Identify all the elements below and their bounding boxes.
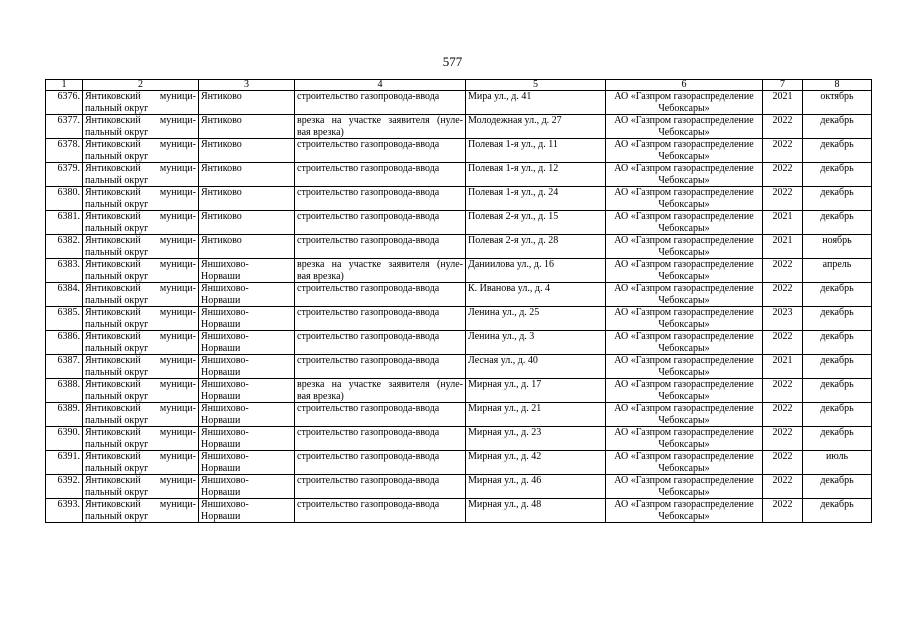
- column-number: 8: [803, 80, 872, 91]
- month-cell: декабрь: [803, 499, 872, 523]
- work-type-line: строительство газопровода-ввода: [297, 235, 440, 246]
- organization-line: АО «Газпром газораспределение: [614, 451, 754, 462]
- address-cell: Мирная ул., д. 17: [466, 379, 606, 403]
- work-type-line: строительство газопровода-ввода: [297, 451, 440, 462]
- year-cell: 2022: [763, 187, 803, 211]
- column-number: 7: [763, 80, 803, 91]
- year-cell: 2021: [763, 235, 803, 259]
- table-row: [46, 187, 872, 211]
- organization-line: Чебоксары»: [658, 198, 710, 210]
- organization-cell: [606, 91, 763, 115]
- row-number-cell: 6381.: [46, 211, 83, 235]
- district-cell: [83, 235, 199, 259]
- month-cell: декабрь: [803, 475, 872, 499]
- table-body: [46, 91, 872, 523]
- work-type-line: строительство газопровода-ввода: [297, 91, 440, 102]
- district-line: Янтиковский муници-: [85, 115, 196, 126]
- month-cell: апрель: [803, 259, 872, 283]
- settlement-line: Яншихово-: [201, 355, 249, 366]
- row-number-cell: 6385.: [46, 307, 83, 331]
- settlement-line: Яншихово-: [201, 403, 249, 414]
- work-type-cell: [295, 379, 466, 403]
- organization-line: АО «Газпром газораспределение: [614, 379, 754, 390]
- settlement-line: Янтиково: [201, 91, 242, 102]
- district-line: Янтиковский муници-: [85, 283, 196, 294]
- work-type-cell: [295, 355, 466, 379]
- page-number: 577: [442, 54, 463, 69]
- table-row: [46, 451, 872, 475]
- district-cell: [83, 259, 199, 283]
- work-type-line: строительство газопровода-ввода: [297, 427, 440, 438]
- organization-line: АО «Газпром газораспределение: [614, 355, 754, 366]
- organization-line: АО «Газпром газораспределение: [614, 427, 754, 438]
- work-type-line: строительство газопровода-ввода: [297, 331, 440, 342]
- work-type-cell: [295, 163, 466, 187]
- district-line: пальный округ: [85, 414, 149, 426]
- work-type-line: врезка на участке заявителя (нуле-: [297, 259, 463, 270]
- district-line: пальный округ: [85, 318, 149, 330]
- year-cell: 2022: [763, 283, 803, 307]
- settlement-cell: [199, 91, 295, 115]
- work-type-cell: [295, 499, 466, 523]
- district-cell: [83, 91, 199, 115]
- settlement-line: Норваши: [201, 486, 241, 498]
- district-line: Янтиковский муници-: [85, 499, 196, 510]
- organization-line: Чебоксары»: [658, 222, 710, 234]
- row-number-cell: 6390.: [46, 427, 83, 451]
- organization-cell: [606, 187, 763, 211]
- table-row: [46, 163, 872, 187]
- district-cell: [83, 379, 199, 403]
- district-line: пальный округ: [85, 342, 149, 354]
- address-cell: Даниилова ул., д. 16: [466, 259, 606, 283]
- organization-line: АО «Газпром газораспределение: [614, 91, 754, 102]
- work-type-line: врезка на участке заявителя (нуле-: [297, 115, 463, 126]
- organization-cell: [606, 451, 763, 475]
- work-type-line: строительство газопровода-ввода: [297, 139, 440, 150]
- row-number-cell: 6383.: [46, 259, 83, 283]
- row-number-cell: 6386.: [46, 331, 83, 355]
- district-line: пальный округ: [85, 510, 149, 522]
- district-line: Янтиковский муници-: [85, 259, 196, 270]
- district-line: пальный округ: [85, 174, 149, 186]
- address-cell: К. Иванова ул., д. 4: [466, 283, 606, 307]
- settlement-cell: [199, 379, 295, 403]
- month-cell: декабрь: [803, 283, 872, 307]
- row-number-cell: 6393.: [46, 499, 83, 523]
- work-type-cell: [295, 283, 466, 307]
- district-cell: [83, 403, 199, 427]
- district-line: пальный округ: [85, 366, 149, 378]
- organization-line: Чебоксары»: [658, 126, 710, 138]
- year-cell: 2022: [763, 259, 803, 283]
- district-line: Янтиковский муници-: [85, 139, 196, 150]
- organization-line: АО «Газпром газораспределение: [614, 259, 754, 270]
- settlement-cell: [199, 187, 295, 211]
- organization-line: АО «Газпром газораспределение: [614, 187, 754, 198]
- district-cell: [83, 211, 199, 235]
- row-number-cell: 6389.: [46, 403, 83, 427]
- work-type-line: строительство газопровода-ввода: [297, 187, 440, 198]
- settlement-cell: [199, 475, 295, 499]
- settlement-cell: [199, 259, 295, 283]
- district-line: пальный округ: [85, 270, 149, 282]
- organization-line: АО «Газпром газораспределение: [614, 115, 754, 126]
- settlement-line: Янтиково: [201, 187, 242, 198]
- row-number-cell: 6379.: [46, 163, 83, 187]
- year-cell: 2021: [763, 211, 803, 235]
- year-cell: 2021: [763, 355, 803, 379]
- month-cell: декабрь: [803, 355, 872, 379]
- district-line: Янтиковский муници-: [85, 475, 196, 486]
- month-cell: октябрь: [803, 91, 872, 115]
- district-cell: [83, 475, 199, 499]
- work-type-cell: [295, 211, 466, 235]
- organization-line: Чебоксары»: [658, 414, 710, 426]
- district-cell: [83, 451, 199, 475]
- work-type-cell: [295, 187, 466, 211]
- district-cell: [83, 355, 199, 379]
- address-cell: Мирная ул., д. 48: [466, 499, 606, 523]
- work-type-cell: [295, 451, 466, 475]
- settlement-line: Янтиково: [201, 139, 242, 150]
- year-cell: 2022: [763, 451, 803, 475]
- organization-cell: [606, 427, 763, 451]
- work-type-cell: [295, 139, 466, 163]
- work-type-cell: [295, 307, 466, 331]
- row-number-cell: 6387.: [46, 355, 83, 379]
- organization-cell: [606, 259, 763, 283]
- district-cell: [83, 163, 199, 187]
- year-cell: 2022: [763, 499, 803, 523]
- table-row: [46, 331, 872, 355]
- address-cell: Полевая 2-я ул., д. 15: [466, 211, 606, 235]
- settlement-line: Яншихово-: [201, 427, 249, 438]
- year-cell: 2022: [763, 331, 803, 355]
- settlement-line: Норваши: [201, 294, 241, 306]
- address-cell: Полевая 1-я ул., д. 11: [466, 139, 606, 163]
- organization-line: АО «Газпром газораспределение: [614, 163, 754, 174]
- settlement-line: Норваши: [201, 366, 241, 378]
- address-cell: Мирная ул., д. 42: [466, 451, 606, 475]
- district-cell: [83, 427, 199, 451]
- organization-cell: [606, 331, 763, 355]
- work-type-cell: [295, 259, 466, 283]
- organization-cell: [606, 211, 763, 235]
- table-row: [46, 235, 872, 259]
- work-type-line: строительство газопровода-ввода: [297, 403, 440, 414]
- year-cell: 2022: [763, 115, 803, 139]
- settlement-line: Норваши: [201, 462, 241, 474]
- settlement-line: Яншихово-: [201, 451, 249, 462]
- row-number-cell: 6388.: [46, 379, 83, 403]
- district-cell: [83, 499, 199, 523]
- district-line: Янтиковский муници-: [85, 211, 196, 222]
- month-cell: декабрь: [803, 187, 872, 211]
- settlement-cell: [199, 307, 295, 331]
- address-cell: Молодежная ул., д. 27: [466, 115, 606, 139]
- organization-line: АО «Газпром газораспределение: [614, 211, 754, 222]
- table-row: [46, 115, 872, 139]
- district-line: Янтиковский муници-: [85, 331, 196, 342]
- row-number-cell: 6378.: [46, 139, 83, 163]
- district-line: Янтиковский муници-: [85, 307, 196, 318]
- district-line: Янтиковский муници-: [85, 235, 196, 246]
- address-cell: Полевая 2-я ул., д. 28: [466, 235, 606, 259]
- settlement-line: Янтиково: [201, 115, 242, 126]
- table-row: [46, 403, 872, 427]
- organization-line: Чебоксары»: [658, 510, 710, 522]
- district-line: Янтиковский муници-: [85, 187, 196, 198]
- address-cell: Мирная ул., д. 46: [466, 475, 606, 499]
- settlement-cell: [199, 355, 295, 379]
- settlement-cell: [199, 211, 295, 235]
- district-line: пальный округ: [85, 222, 149, 234]
- settlement-line: Яншихово-: [201, 379, 249, 390]
- organization-line: Чебоксары»: [658, 366, 710, 378]
- settlement-cell: [199, 403, 295, 427]
- organization-cell: [606, 235, 763, 259]
- organization-line: Чебоксары»: [658, 294, 710, 306]
- district-line: Янтиковский муници-: [85, 91, 196, 102]
- organization-line: АО «Газпром газораспределение: [614, 331, 754, 342]
- table-row: [46, 475, 872, 499]
- table-row: [46, 211, 872, 235]
- settlement-cell: [199, 451, 295, 475]
- year-cell: 2022: [763, 475, 803, 499]
- organization-cell: [606, 283, 763, 307]
- organization-cell: [606, 307, 763, 331]
- settlement-line: Норваши: [201, 510, 241, 522]
- year-cell: 2022: [763, 427, 803, 451]
- work-type-line: врезка на участке заявителя (нуле-: [297, 379, 463, 390]
- work-type-line: вая врезка): [297, 270, 344, 282]
- address-cell: Мирная ул., д. 21: [466, 403, 606, 427]
- work-type-cell: [295, 331, 466, 355]
- district-line: пальный округ: [85, 126, 149, 138]
- month-cell: декабрь: [803, 379, 872, 403]
- organization-line: Чебоксары»: [658, 270, 710, 282]
- column-number: 2: [83, 80, 199, 91]
- year-cell: 2022: [763, 163, 803, 187]
- district-cell: [83, 187, 199, 211]
- organization-line: Чебоксары»: [658, 342, 710, 354]
- row-number-cell: 6384.: [46, 283, 83, 307]
- work-type-line: вая врезка): [297, 126, 344, 138]
- address-cell: Лесная ул., д. 40: [466, 355, 606, 379]
- month-cell: июль: [803, 451, 872, 475]
- month-cell: декабрь: [803, 307, 872, 331]
- address-cell: Мира ул., д. 41: [466, 91, 606, 115]
- month-cell: ноябрь: [803, 235, 872, 259]
- settlement-line: Норваши: [201, 390, 241, 402]
- work-type-line: строительство газопровода-ввода: [297, 475, 440, 486]
- settlement-line: Янтиково: [201, 211, 242, 222]
- work-type-cell: [295, 475, 466, 499]
- address-cell: Ленина ул., д. 3: [466, 331, 606, 355]
- year-cell: 2022: [763, 403, 803, 427]
- organization-line: АО «Газпром газораспределение: [614, 307, 754, 318]
- month-cell: декабрь: [803, 163, 872, 187]
- column-number: 1: [46, 80, 83, 91]
- gas-connection-table: [45, 79, 872, 523]
- column-number: 6: [606, 80, 763, 91]
- organization-line: Чебоксары»: [658, 246, 710, 258]
- organization-cell: [606, 163, 763, 187]
- address-cell: Полевая 1-я ул., д. 12: [466, 163, 606, 187]
- organization-line: Чебоксары»: [658, 150, 710, 162]
- work-type-line: строительство газопровода-ввода: [297, 283, 440, 294]
- year-cell: 2021: [763, 91, 803, 115]
- settlement-cell: [199, 163, 295, 187]
- organization-line: АО «Газпром газораспределение: [614, 499, 754, 510]
- settlement-line: Яншихово-: [201, 331, 249, 342]
- organization-cell: [606, 115, 763, 139]
- organization-line: Чебоксары»: [658, 102, 710, 114]
- year-cell: 2022: [763, 139, 803, 163]
- work-type-line: строительство газопровода-ввода: [297, 307, 440, 318]
- organization-cell: [606, 403, 763, 427]
- organization-line: АО «Газпром газораспределение: [614, 139, 754, 150]
- month-cell: декабрь: [803, 403, 872, 427]
- row-number-cell: 6380.: [46, 187, 83, 211]
- district-cell: [83, 307, 199, 331]
- table-row: [46, 307, 872, 331]
- settlement-line: Яншихово-: [201, 307, 249, 318]
- year-cell: 2023: [763, 307, 803, 331]
- row-number-cell: 6377.: [46, 115, 83, 139]
- settlement-line: Яншихово-: [201, 283, 249, 294]
- work-type-line: вая врезка): [297, 390, 344, 402]
- table-row: [46, 283, 872, 307]
- organization-line: Чебоксары»: [658, 486, 710, 498]
- settlement-line: Норваши: [201, 438, 241, 450]
- district-line: пальный округ: [85, 486, 149, 498]
- district-line: Янтиковский муници-: [85, 403, 196, 414]
- address-cell: Ленина ул., д. 25: [466, 307, 606, 331]
- column-number: 4: [295, 80, 466, 91]
- organization-cell: [606, 475, 763, 499]
- row-number-cell: 6376.: [46, 91, 83, 115]
- month-cell: декабрь: [803, 139, 872, 163]
- settlement-line: Норваши: [201, 318, 241, 330]
- table-row: [46, 355, 872, 379]
- organization-line: Чебоксары»: [658, 462, 710, 474]
- district-line: пальный округ: [85, 198, 149, 210]
- address-cell: Полевая 1-я ул., д. 24: [466, 187, 606, 211]
- month-cell: декабрь: [803, 115, 872, 139]
- district-line: Янтиковский муници-: [85, 379, 196, 390]
- settlement-line: Янтиково: [201, 163, 242, 174]
- row-number-cell: 6382.: [46, 235, 83, 259]
- work-type-line: строительство газопровода-ввода: [297, 499, 440, 510]
- work-type-line: строительство газопровода-ввода: [297, 211, 440, 222]
- work-type-cell: [295, 427, 466, 451]
- organization-cell: [606, 379, 763, 403]
- work-type-cell: [295, 403, 466, 427]
- district-line: Янтиковский муници-: [85, 355, 196, 366]
- column-number: 3: [199, 80, 295, 91]
- district-line: пальный округ: [85, 150, 149, 162]
- district-line: пальный округ: [85, 246, 149, 258]
- organization-line: АО «Газпром газораспределение: [614, 235, 754, 246]
- table-row: [46, 139, 872, 163]
- table-row: [46, 427, 872, 451]
- organization-line: АО «Газпром газораспределение: [614, 475, 754, 486]
- organization-line: Чебоксары»: [658, 318, 710, 330]
- district-line: Янтиковский муници-: [85, 427, 196, 438]
- district-line: пальный округ: [85, 462, 149, 474]
- column-number-row: [46, 80, 872, 91]
- settlement-cell: [199, 283, 295, 307]
- district-cell: [83, 283, 199, 307]
- organization-line: Чебоксары»: [658, 174, 710, 186]
- settlement-line: Яншихово-: [201, 259, 249, 270]
- district-line: пальный округ: [85, 294, 149, 306]
- settlement-line: Яншихово-: [201, 475, 249, 486]
- district-line: Янтиковский муници-: [85, 451, 196, 462]
- district-cell: [83, 139, 199, 163]
- table-row: [46, 91, 872, 115]
- row-number-cell: 6391.: [46, 451, 83, 475]
- organization-cell: [606, 499, 763, 523]
- settlement-cell: [199, 115, 295, 139]
- organization-cell: [606, 355, 763, 379]
- work-type-cell: [295, 91, 466, 115]
- column-number: 5: [466, 80, 606, 91]
- month-cell: декабрь: [803, 331, 872, 355]
- table-row: [46, 259, 872, 283]
- district-line: пальный округ: [85, 438, 149, 450]
- table-row: [46, 379, 872, 403]
- row-number-cell: 6392.: [46, 475, 83, 499]
- settlement-line: Норваши: [201, 270, 241, 282]
- settlement-line: Янтиково: [201, 235, 242, 246]
- settlement-line: Норваши: [201, 342, 241, 354]
- settlement-line: Норваши: [201, 414, 241, 426]
- organization-line: АО «Газпром газораспределение: [614, 403, 754, 414]
- work-type-cell: [295, 115, 466, 139]
- organization-line: Чебоксары»: [658, 438, 710, 450]
- work-type-cell: [295, 235, 466, 259]
- organization-cell: [606, 139, 763, 163]
- work-type-line: строительство газопровода-ввода: [297, 355, 440, 366]
- settlement-cell: [199, 499, 295, 523]
- district-line: Янтиковский муници-: [85, 163, 196, 174]
- month-cell: декабрь: [803, 211, 872, 235]
- organization-line: Чебоксары»: [658, 390, 710, 402]
- settlement-cell: [199, 331, 295, 355]
- district-cell: [83, 115, 199, 139]
- district-cell: [83, 331, 199, 355]
- settlement-cell: [199, 139, 295, 163]
- organization-line: АО «Газпром газораспределение: [614, 283, 754, 294]
- address-cell: Мирная ул., д. 23: [466, 427, 606, 451]
- work-type-line: строительство газопровода-ввода: [297, 163, 440, 174]
- district-line: пальный округ: [85, 102, 149, 114]
- settlement-cell: [199, 427, 295, 451]
- settlement-line: Яншихово-: [201, 499, 249, 510]
- year-cell: 2022: [763, 379, 803, 403]
- settlement-cell: [199, 235, 295, 259]
- district-line: пальный округ: [85, 390, 149, 402]
- month-cell: декабрь: [803, 427, 872, 451]
- table-row: [46, 499, 872, 523]
